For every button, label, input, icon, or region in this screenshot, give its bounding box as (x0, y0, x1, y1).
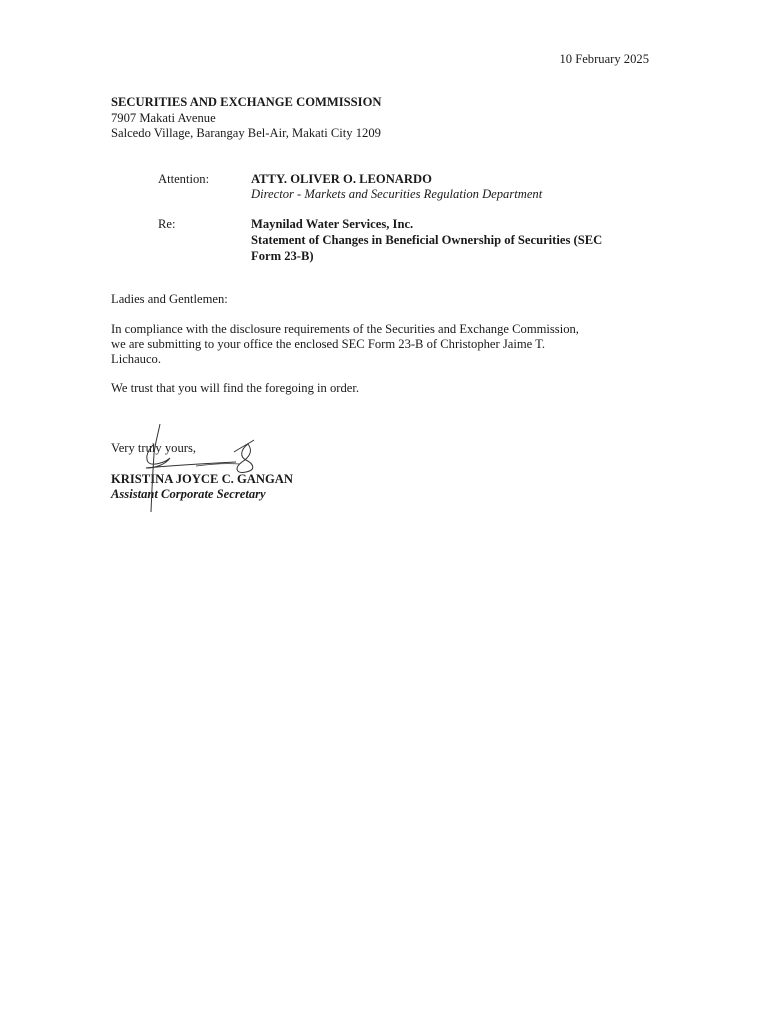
recipient-address-line1: 7907 Makati Avenue (111, 110, 216, 125)
body-paragraph-1-line1: In compliance with the disclosure requirements of the Securities and Exchange Commission, (111, 322, 579, 336)
attention-name: ATTY. OLIVER O. LEONARDO (251, 172, 432, 186)
salutation: Ladies and Gentlemen: (111, 292, 228, 306)
re-subject-line1: Statement of Changes in Beneficial Ownership of Securities (SEC (251, 233, 603, 247)
closing: Very truly yours, (111, 441, 196, 455)
recipient-address-block (111, 95, 381, 142)
body-paragraph-2: We trust that you will find the foregoing in order. (111, 381, 360, 395)
re-subject-line2: Form 23-B) (251, 249, 314, 263)
signatory-name: KRISTINA JOYCE C. GANGAN (111, 472, 293, 486)
signatory-title: Assistant Corporate Secretary (111, 487, 266, 501)
letter-date: 10 February 2025 (559, 52, 649, 66)
attention-label: Attention: (158, 172, 210, 186)
attention-title: Director - Markets and Securities Regulation Department (251, 187, 543, 201)
recipient-address-line2: Salcedo Village, Barangay Bel-Air, Makati City 1209 (111, 126, 381, 140)
handwritten-signature (136, 422, 266, 517)
re-company: Maynilad Water Services, Inc. (251, 217, 414, 231)
recipient-org: SECURITIES AND EXCHANGE COMMISSION (111, 95, 382, 109)
body-paragraph-1-line2: we are submitting to your office the enclosed SEC Form 23-B of Christopher Jaime T. (111, 337, 546, 351)
re-label: Re: (158, 217, 176, 231)
body-paragraph-1-line3: Lichauco. (111, 352, 161, 366)
